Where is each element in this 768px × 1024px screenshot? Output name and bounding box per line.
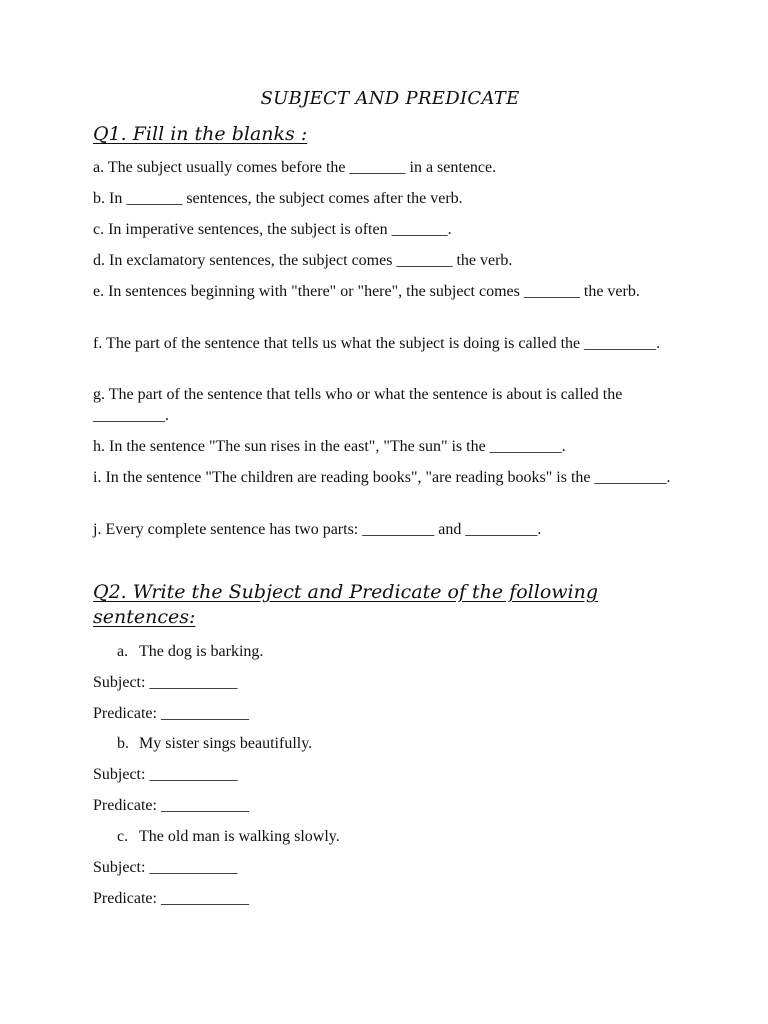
q2-subject-c: Subject: ___________	[93, 859, 238, 876]
q1-item-f: f. The part of the sentence that tells us what the subject is doing is called the _________.	[93, 335, 661, 352]
q1-item-d: d. In exclamatory sentences, the subject comes _______ the verb.	[93, 252, 513, 269]
q1-item-a: a. The subject usually comes before the _______ in a sentence.	[93, 159, 497, 176]
q1-item-i: i. In the sentence "The children are reading books", "are reading books" is the _________.	[93, 469, 671, 486]
q2-sentence-marker: b.	[117, 735, 129, 752]
q2-subject-a: Subject: ___________	[93, 674, 238, 691]
q2-predicate-a: Predicate: ___________	[93, 705, 249, 722]
q2-sentence-b	[117, 733, 312, 754]
q2-subject-b: Subject: ___________	[93, 766, 238, 783]
page-title: SUBJECT AND PREDICATE	[260, 88, 520, 109]
q1-item-j: j. Every complete sentence has two parts: _________ and _________.	[93, 521, 542, 538]
q1-item-c: c. In imperative sentences, the subject is often _______.	[93, 221, 452, 238]
q2-sentence-text: My sister sings beautifully.	[139, 735, 313, 752]
q2-sentence-marker: a.	[117, 643, 129, 660]
q2-sentence-a	[117, 641, 263, 662]
q2-predicate-c: Predicate: ___________	[93, 890, 249, 907]
q1-item-g: g. The part of the sentence that tells who or what the sentence is about is called the _________.	[93, 386, 623, 424]
q1-item-b: b. In _______ sentences, the subject comes after the verb.	[93, 190, 463, 207]
q2-sentence-text: The dog is barking.	[139, 643, 264, 660]
q1-item-h: h. In the sentence "The sun rises in the east", "The sun" is the _________.	[93, 438, 566, 455]
q2-predicate-b: Predicate: ___________	[93, 797, 249, 814]
q2-sentence-c	[117, 826, 340, 847]
q2-sentence-text: The old man is walking slowly.	[139, 828, 340, 845]
q2-sentence-marker: c.	[117, 828, 129, 845]
q2-heading: Q2. Write the Subject and Predicate of the following sentences:	[93, 581, 598, 628]
q1-heading: Q1. Fill in the blanks :	[93, 123, 308, 145]
q1-item-e: e. In sentences beginning with "there" or "here", the subject comes _______ the verb.	[93, 283, 640, 300]
